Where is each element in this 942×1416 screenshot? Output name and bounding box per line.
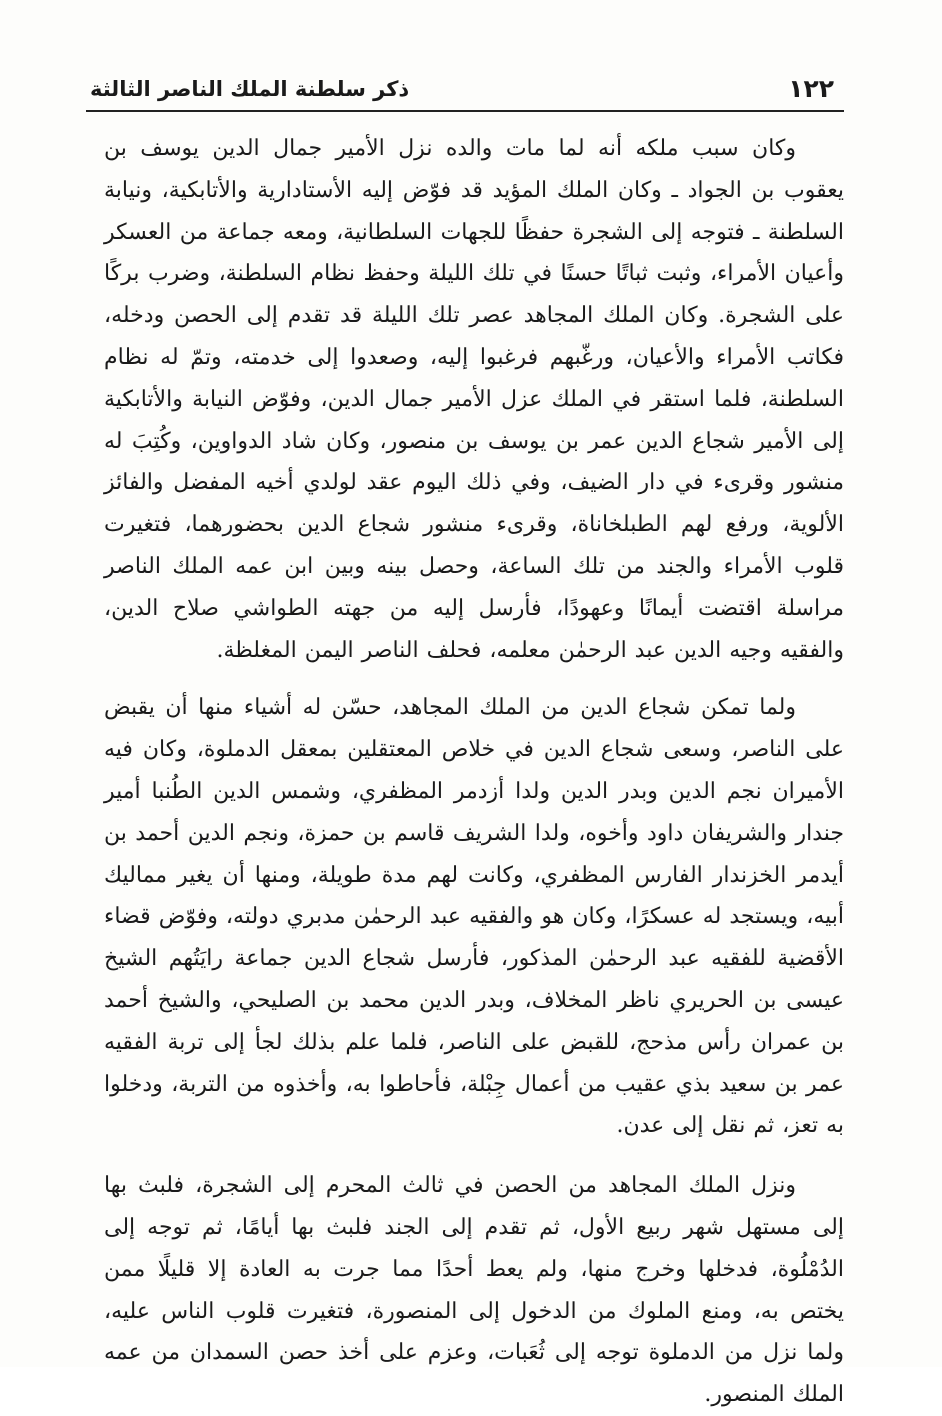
paragraph: ونزل الملك المجاهد من الحصن في ثالث المحرم إلى الشجرة، فلبث بها إلى مستهل شهر ربيع الأول، ثم تقدم إلى الجند فلبث بها أيامًا، ثم توجه إلى الدُمْلُوة، فدخلها وخرج منها، ولم يعط أحدًا مما جرت به العادة إلا قليلًا ممن يختص به، ومنع الملوك من الدخول إلى المنصورة، فتغيرت قلوب الناس عليه، ولما نزل من الدملوة توجه إلى ثُعَبات، وعزم على أخذ حصن السمدان من عمه الملك المنصور. [104,1173,844,1408]
header-rule [86,110,844,112]
paragraph: ولما تمكن شجاع الدين من الملك المجاهد، حسّن له أشياء منها أن يقبض على الناصر، وسعى شجاع الدين في خلاص المعتقلين بمعقل الدملوة، وكان فيه الأميران نجم الدين وبدر الدين ولدا أزدمر المظفري، وشمس الدين الطُنبا أمير جندار والشريفان داود وأخوه، ولدا الشريف قاسم بن حمزة، ونجم الدين أحمد بن أيدمر الخزندار الفارس المظفري، وكانت لهم مدة طويلة، ومنها أن يغير مماليك أبيه، ويستجد له عسكرًا، وكان هو والفقيه عبد الرحمٰن مدبري دولته، وفوّض قضاء الأقضية للفقيه عبد الرحمٰن المذكور، فأرسل شجاع الدين جماعة رايَتُهم الشيخ عيسى بن الحريري ناظر المخلاف، وبدر الدين محمد بن الصليحي، والشيخ أحمد بن عمران رأس مذحج، للقبض على الناصر، فلما علم بذلك لجأ إلى تربة الفقيه عمر بن سعيد بذي عقيب من أعمال جِبْلة، فأحاطوا به، وأخذوه من التربة، ودخلوا به تعز، ثم نقل إلى عدن. [104,695,844,1139]
paragraph: وكان سبب ملكه أنه لما مات والده نزل الأمير جمال الدين يوسف بن يعقوب بن الجواد ـ وكان الملك المؤيد قد فوّض إليه الأستادارية والأتابكية، ونيابة السلطنة ـ فتوجه إلى الشجرة حفظًا للجهات السلطانية، ومعه جماعة من العسكر وأعيان الأمراء، وثبت ثباتًا حسنًا في تلك الليلة وحفظ نظام السلطنة، وضرب بركًا على الشجرة. وكان الملك المجاهد عصر تلك الليلة قد تقدم إلى الحصن ودخله، فكاتب الأمراء والأعيان، ورغّبهم فرغبوا إليه، وصعدوا إلى خدمته، وتمّ له نظام السلطنة، فلما استقر في الملك عزل الأمير جمال الدين، وفوّض النيابة والأتابكية إلى الأمير شجاع الدين عمر بن يوسف بن منصور، وكان شاد الدواوين، وكُتِبَ له منشور وقرىء في دار الضيف، وفي ذلك اليوم عقد لولدي أخيه المفضل والفائز الألوية، ورفع لهم الطبلخاناة، وقرىء منشور شجاع الدين بحضورهما، فتغيرت قلوب الأمراء والجند من تلك الساعة، وحصل بينه وبين ابن عمه الملك الناصر مراسلة اقتضت أيمانًا وعهودًا، فأرسل إليه من جهته الطواشي صلاح الدين، والفقيه وجيه الدين عبد الرحمٰن معلمه، فحلف الناصر اليمن المغلظة. [104,136,844,663]
page-body [104,128,844,1416]
page-header [86,74,842,108]
running-title: ذكر سلطنة الملك الناصر الثالثة [90,77,410,101]
page-number: ١٢٢ [788,74,834,103]
